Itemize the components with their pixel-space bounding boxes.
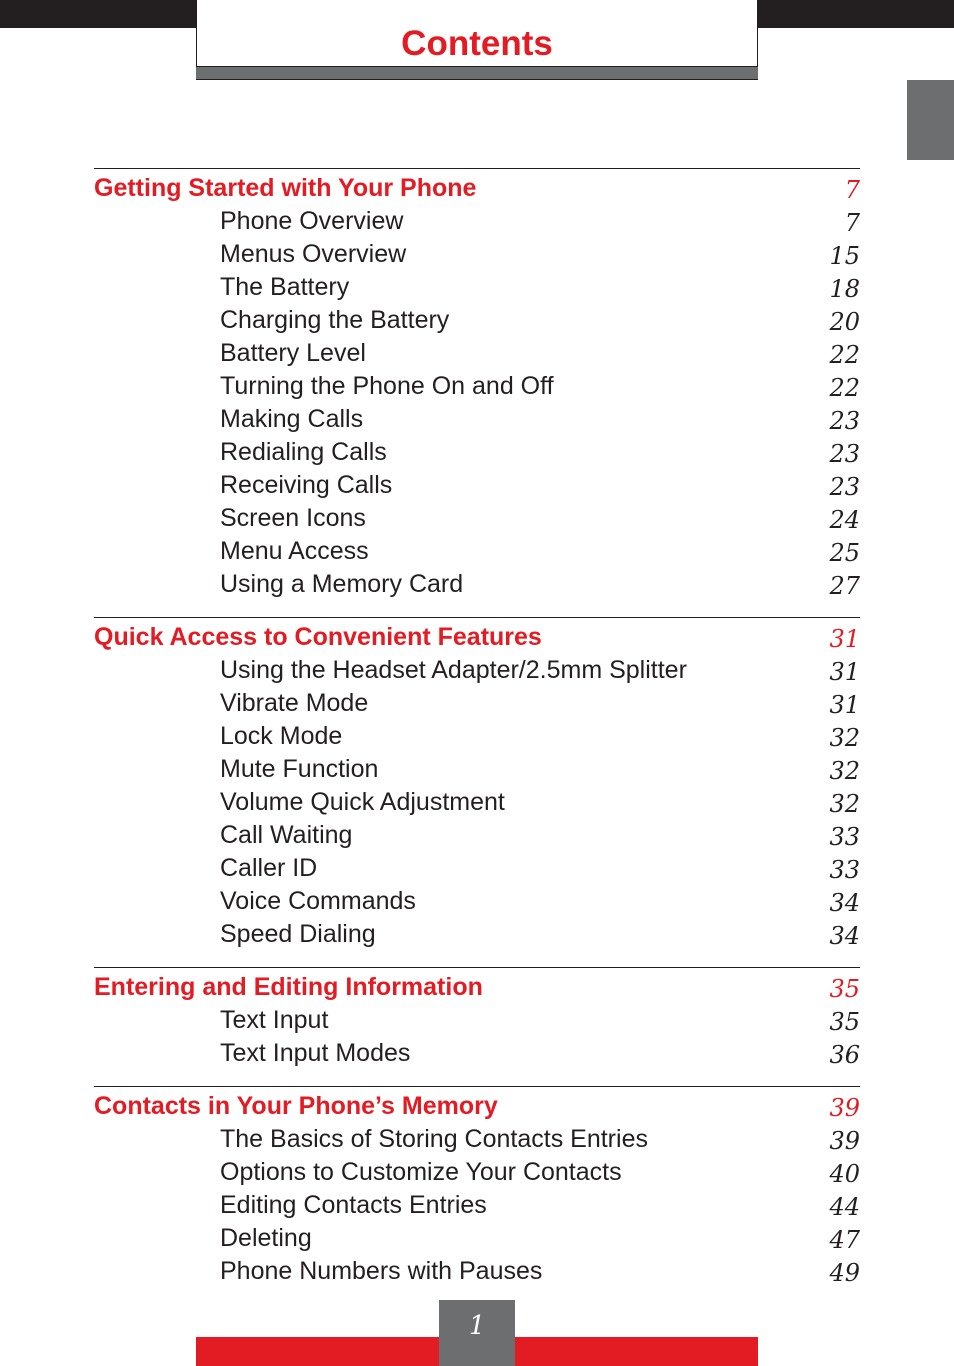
entry-label: Voice Commands xyxy=(220,887,416,915)
section-page-number: 31 xyxy=(829,625,860,653)
section-title: Entering and Editing Information xyxy=(94,973,483,1001)
toc-section-heading[interactable] xyxy=(94,172,860,205)
entry-page-number: 31 xyxy=(829,658,860,686)
title-box xyxy=(196,0,758,80)
toc-entry[interactable] xyxy=(94,502,860,535)
entry-page-number: 44 xyxy=(829,1193,860,1221)
entry-page-number: 36 xyxy=(829,1041,860,1069)
entry-label: Screen Icons xyxy=(220,504,366,532)
entry-label: Options to Customize Your Contacts xyxy=(220,1158,622,1186)
entry-page-number: 22 xyxy=(829,341,860,369)
entry-page-number: 34 xyxy=(829,889,860,917)
section-gap xyxy=(94,1070,860,1086)
toc-entry[interactable] xyxy=(94,1222,860,1255)
table-of-contents xyxy=(94,168,860,1288)
entry-label: Vibrate Mode xyxy=(220,689,369,717)
entry-page-number: 32 xyxy=(829,724,860,752)
entry-label: The Battery xyxy=(220,273,350,301)
toc-section xyxy=(94,617,860,951)
toc-entry[interactable] xyxy=(94,436,860,469)
entry-label: Volume Quick Adjustment xyxy=(220,788,505,816)
toc-entry[interactable] xyxy=(94,304,860,337)
entry-page-number: 47 xyxy=(829,1226,860,1254)
toc-entry[interactable] xyxy=(94,205,860,238)
entry-label: The Basics of Storing Contacts Entries xyxy=(220,1125,648,1153)
entry-label: Using a Memory Card xyxy=(220,570,464,598)
toc-entry[interactable] xyxy=(94,1156,860,1189)
toc-entry[interactable] xyxy=(94,1037,860,1070)
entry-page-number: 23 xyxy=(829,440,860,468)
side-tab xyxy=(907,80,954,160)
entry-page-number: 35 xyxy=(829,1008,860,1036)
entry-label: Receiving Calls xyxy=(220,471,393,499)
header-bar-left xyxy=(0,0,196,28)
title-underbar xyxy=(196,66,758,80)
toc-entry[interactable] xyxy=(94,535,860,568)
entry-page-number: 33 xyxy=(829,856,860,884)
section-page-number: 35 xyxy=(829,975,860,1003)
entry-page-number: 23 xyxy=(829,407,860,435)
toc-entry[interactable] xyxy=(94,1004,860,1037)
toc-entry[interactable] xyxy=(94,819,860,852)
entry-label: Charging the Battery xyxy=(220,306,450,334)
entry-label: Using the Headset Adapter/2.5mm Splitter xyxy=(220,656,687,684)
entry-page-number: 23 xyxy=(829,473,860,501)
entry-label: Battery Level xyxy=(220,339,366,367)
page-title: Contents xyxy=(401,24,553,63)
toc-entry[interactable] xyxy=(94,469,860,502)
toc-entry[interactable] xyxy=(94,918,860,951)
section-gap xyxy=(94,951,860,967)
entry-label: Phone Overview xyxy=(220,207,404,235)
page-number-tab xyxy=(439,1300,515,1366)
entry-label: Editing Contacts Entries xyxy=(220,1191,487,1219)
entry-label: Menus Overview xyxy=(220,240,407,268)
entry-label: Redialing Calls xyxy=(220,438,387,466)
entry-label: Menu Access xyxy=(220,537,369,565)
entry-label: Text Input Modes xyxy=(220,1039,411,1067)
entry-label: Lock Mode xyxy=(220,722,343,750)
toc-section-heading[interactable] xyxy=(94,971,860,1004)
header-bar-right xyxy=(758,0,954,28)
entry-page-number: 33 xyxy=(829,823,860,851)
entry-label: Call Waiting xyxy=(220,821,353,849)
toc-entry[interactable] xyxy=(94,1123,860,1156)
toc-entry[interactable] xyxy=(94,720,860,753)
entry-label: Turning the Phone On and Off xyxy=(220,372,554,400)
section-title: Getting Started with Your Phone xyxy=(94,174,477,202)
entry-page-number: 18 xyxy=(829,275,860,303)
toc-entry[interactable] xyxy=(94,568,860,601)
entry-page-number: 49 xyxy=(829,1259,860,1287)
toc-entry[interactable] xyxy=(94,687,860,720)
section-page-number: 39 xyxy=(829,1094,860,1122)
entry-page-number: 31 xyxy=(829,691,860,719)
toc-section xyxy=(94,967,860,1070)
toc-entry[interactable] xyxy=(94,238,860,271)
toc-entry[interactable] xyxy=(94,271,860,304)
toc-entry[interactable] xyxy=(94,1189,860,1222)
section-title: Contacts in Your Phone’s Memory xyxy=(94,1092,498,1120)
toc-entry[interactable] xyxy=(94,852,860,885)
entry-page-number: 15 xyxy=(829,242,860,270)
toc-section-heading[interactable] xyxy=(94,621,860,654)
entry-page-number: 40 xyxy=(829,1160,860,1188)
entry-page-number: 24 xyxy=(829,506,860,534)
entry-page-number: 25 xyxy=(829,539,860,567)
section-gap xyxy=(94,601,860,617)
toc-section xyxy=(94,168,860,601)
toc-section xyxy=(94,1086,860,1288)
toc-section-heading[interactable] xyxy=(94,1090,860,1123)
entry-page-number: 32 xyxy=(829,757,860,785)
toc-entry[interactable] xyxy=(94,370,860,403)
entry-page-number: 27 xyxy=(829,572,860,600)
entry-label: Mute Function xyxy=(220,755,379,783)
entry-page-number: 34 xyxy=(829,922,860,950)
toc-entry[interactable] xyxy=(94,753,860,786)
entry-label: Phone Numbers with Pauses xyxy=(220,1257,543,1285)
entry-label: Text Input xyxy=(220,1006,329,1034)
page-number: 1 xyxy=(468,1311,486,1341)
entry-label: Deleting xyxy=(220,1224,312,1252)
toc-entry[interactable] xyxy=(94,885,860,918)
toc-entry[interactable] xyxy=(94,337,860,370)
section-page-number: 7 xyxy=(844,176,860,204)
entry-page-number: 32 xyxy=(829,790,860,818)
toc-entry[interactable] xyxy=(94,786,860,819)
entry-page-number: 39 xyxy=(829,1127,860,1155)
toc-entry[interactable] xyxy=(94,1255,860,1288)
toc-entry[interactable] xyxy=(94,654,860,687)
entry-label: Making Calls xyxy=(220,405,364,433)
entry-label: Speed Dialing xyxy=(220,920,376,948)
entry-page-number: 7 xyxy=(844,209,860,237)
section-title: Quick Access to Convenient Features xyxy=(94,623,542,651)
toc-entry[interactable] xyxy=(94,403,860,436)
entry-page-number: 20 xyxy=(829,308,860,336)
entry-label: Caller ID xyxy=(220,854,318,882)
entry-page-number: 22 xyxy=(829,374,860,402)
